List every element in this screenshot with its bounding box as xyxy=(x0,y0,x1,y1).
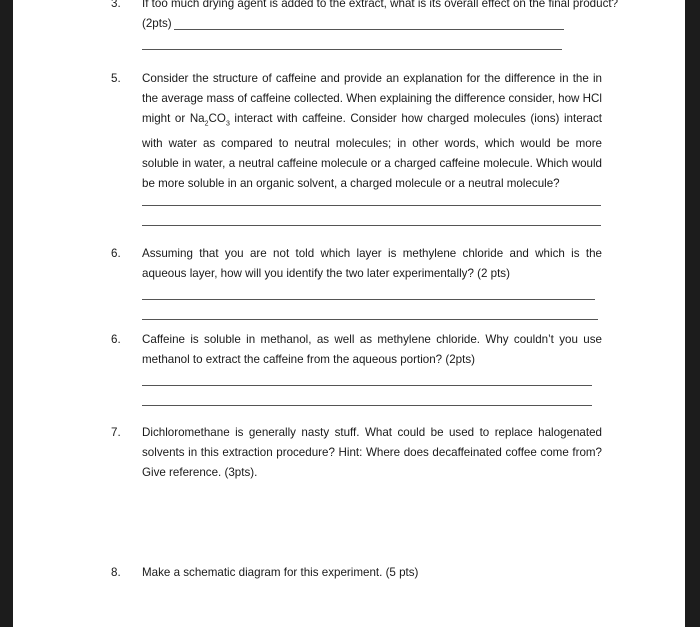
question-number: 6. xyxy=(111,333,121,346)
answer-line[interactable] xyxy=(174,29,564,30)
question-number: 8. xyxy=(111,566,121,579)
answer-line[interactable] xyxy=(142,319,598,320)
question-text: If too much drying agent is added to the extract, what is its overall effect on the final product? xyxy=(142,0,619,10)
question-text: Caffeine is soluble in methanol, as well as methylene chloride. Why couldn’t you use methanol to extract the caffeine from the aqueous portion? (2pts) xyxy=(142,333,602,366)
sodium-carbonate-formula: $Na_2CO_3$ xyxy=(189,112,230,128)
answer-line[interactable] xyxy=(142,205,601,206)
answer-line[interactable] xyxy=(142,385,592,386)
question-text: Assuming that you are not told which layer is methylene chloride and which is the aqueous layer, how will you identify the two later experimentally? (2 pts) xyxy=(142,247,602,280)
question-number: 7. xyxy=(111,426,121,439)
question-number: 6. xyxy=(111,247,121,260)
question-text: Make a schematic diagram for this experiment. (5 pts) xyxy=(142,566,419,579)
question-number: 5. xyxy=(111,72,121,85)
question-text: Consider the structure of caffeine and provide an explanation for the difference in the in the average mass of caffeine collected. When explaining the difference consider, how HCl might or $Na_2CO_3$ interact with caffeine. Consider how charged molecules (ions) interact with water as compared to neutral molecules; in other words, which would be more soluble in water, a neutral caffeine molecule or a charged caffeine molecule. Which would be more soluble in an organic solvent, a charged molecule or a neutral molecule? xyxy=(142,72,603,191)
answer-line[interactable] xyxy=(142,405,592,406)
question-number: 3. xyxy=(111,0,121,10)
answer-line[interactable] xyxy=(142,299,595,300)
answer-line[interactable] xyxy=(142,225,601,226)
question-text: Dichloromethane is generally nasty stuff. What could be used to replace halogenated solvents in this extraction procedure? Hint: Where does decaffeinated coffee come from? Give reference. (3pts). xyxy=(142,426,602,479)
worksheet-page xyxy=(13,0,685,627)
question-points: (2pts) xyxy=(142,17,172,30)
answer-line[interactable] xyxy=(142,49,562,50)
